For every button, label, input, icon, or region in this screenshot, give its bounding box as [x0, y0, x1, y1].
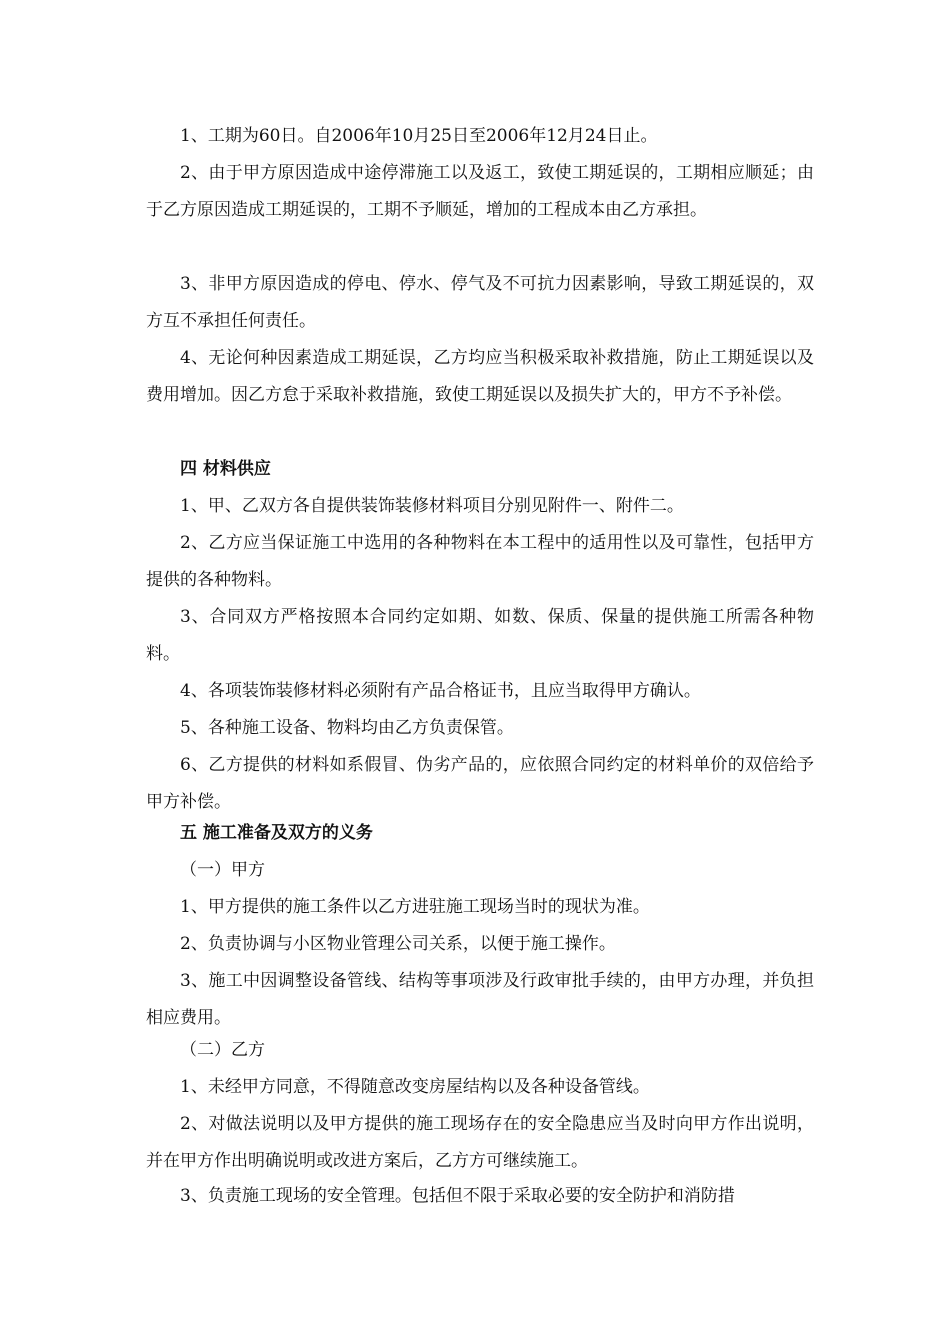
clause-materials-2: 2、乙方应当保证施工中选用的各种物料在本工程中的适用性以及可靠性，包括甲方提供的各种物料。 [146, 533, 814, 590]
subheading-party-a: （一）甲方 [180, 860, 265, 880]
clause-schedule-2: 2、由于甲方原因造成中途停滞施工以及返工，致使工期延误的，工期相应顺延；由于乙方原因造成工期延误的，工期不予顺延，增加的工程成本由乙方承担。 [146, 163, 814, 220]
clause-party-b-2: 2、对做法说明以及甲方提供的施工现场存在的安全隐患应当及时向甲方作出说明，并在甲方作出明确说明或改进方案后，乙方方可继续施工。 [146, 1114, 814, 1171]
clause-materials-5: 5、各种施工设备、物料均由乙方负责保管。 [180, 718, 514, 738]
clause-party-a-1: 1、甲方提供的施工条件以乙方进驻施工现场当时的现状为准。 [180, 897, 650, 917]
clause-materials-6: 6、乙方提供的材料如系假冒、伪劣产品的，应依照合同约定的材料单价的双倍给予甲方补偿。 [146, 755, 814, 812]
clause-party-b-1: 1、未经甲方同意，不得随意改变房屋结构以及各种设备管线。 [180, 1077, 650, 1097]
subheading-party-b: （二）乙方 [180, 1040, 265, 1060]
section-heading-obligations: 五 施工准备及双方的义务 [180, 823, 373, 843]
clause-party-a-2: 2、负责协调与小区物业管理公司关系，以便于施工操作。 [180, 934, 616, 954]
clause-materials-1: 1、甲、乙双方各自提供装饰装修材料项目分别见附件一、附件二。 [180, 496, 684, 516]
clause-materials-3: 3、合同双方严格按照本合同约定如期、如数、保质、保量的提供施工所需各种物料。 [146, 607, 814, 664]
clause-materials-4: 4、各项装饰装修材料必须附有产品合格证书，且应当取得甲方确认。 [180, 681, 701, 701]
clause-schedule-4: 4、无论何种因素造成工期延误，乙方均应当积极采取补救措施，防止工期延误以及费用增加。因乙方怠于采取补救措施，致使工期延误以及损失扩大的，甲方不予补偿。 [146, 348, 814, 405]
clause-schedule-1: 1、工期为60日。自2006年10月25日至2006年12月24日止。 [180, 126, 658, 146]
section-heading-materials: 四 材料供应 [180, 459, 271, 479]
clause-schedule-3: 3、非甲方原因造成的停电、停水、停气及不可抗力因素影响，导致工期延误的，双方互不承担任何责任。 [146, 274, 814, 331]
clause-party-a-3: 3、施工中因调整设备管线、结构等事项涉及行政审批手续的，由甲方办理，并负担相应费用。 [146, 971, 814, 1028]
clause-party-b-3: 3、负责施工现场的安全管理。包括但不限于采取必要的安全防护和消防措 [180, 1186, 735, 1206]
